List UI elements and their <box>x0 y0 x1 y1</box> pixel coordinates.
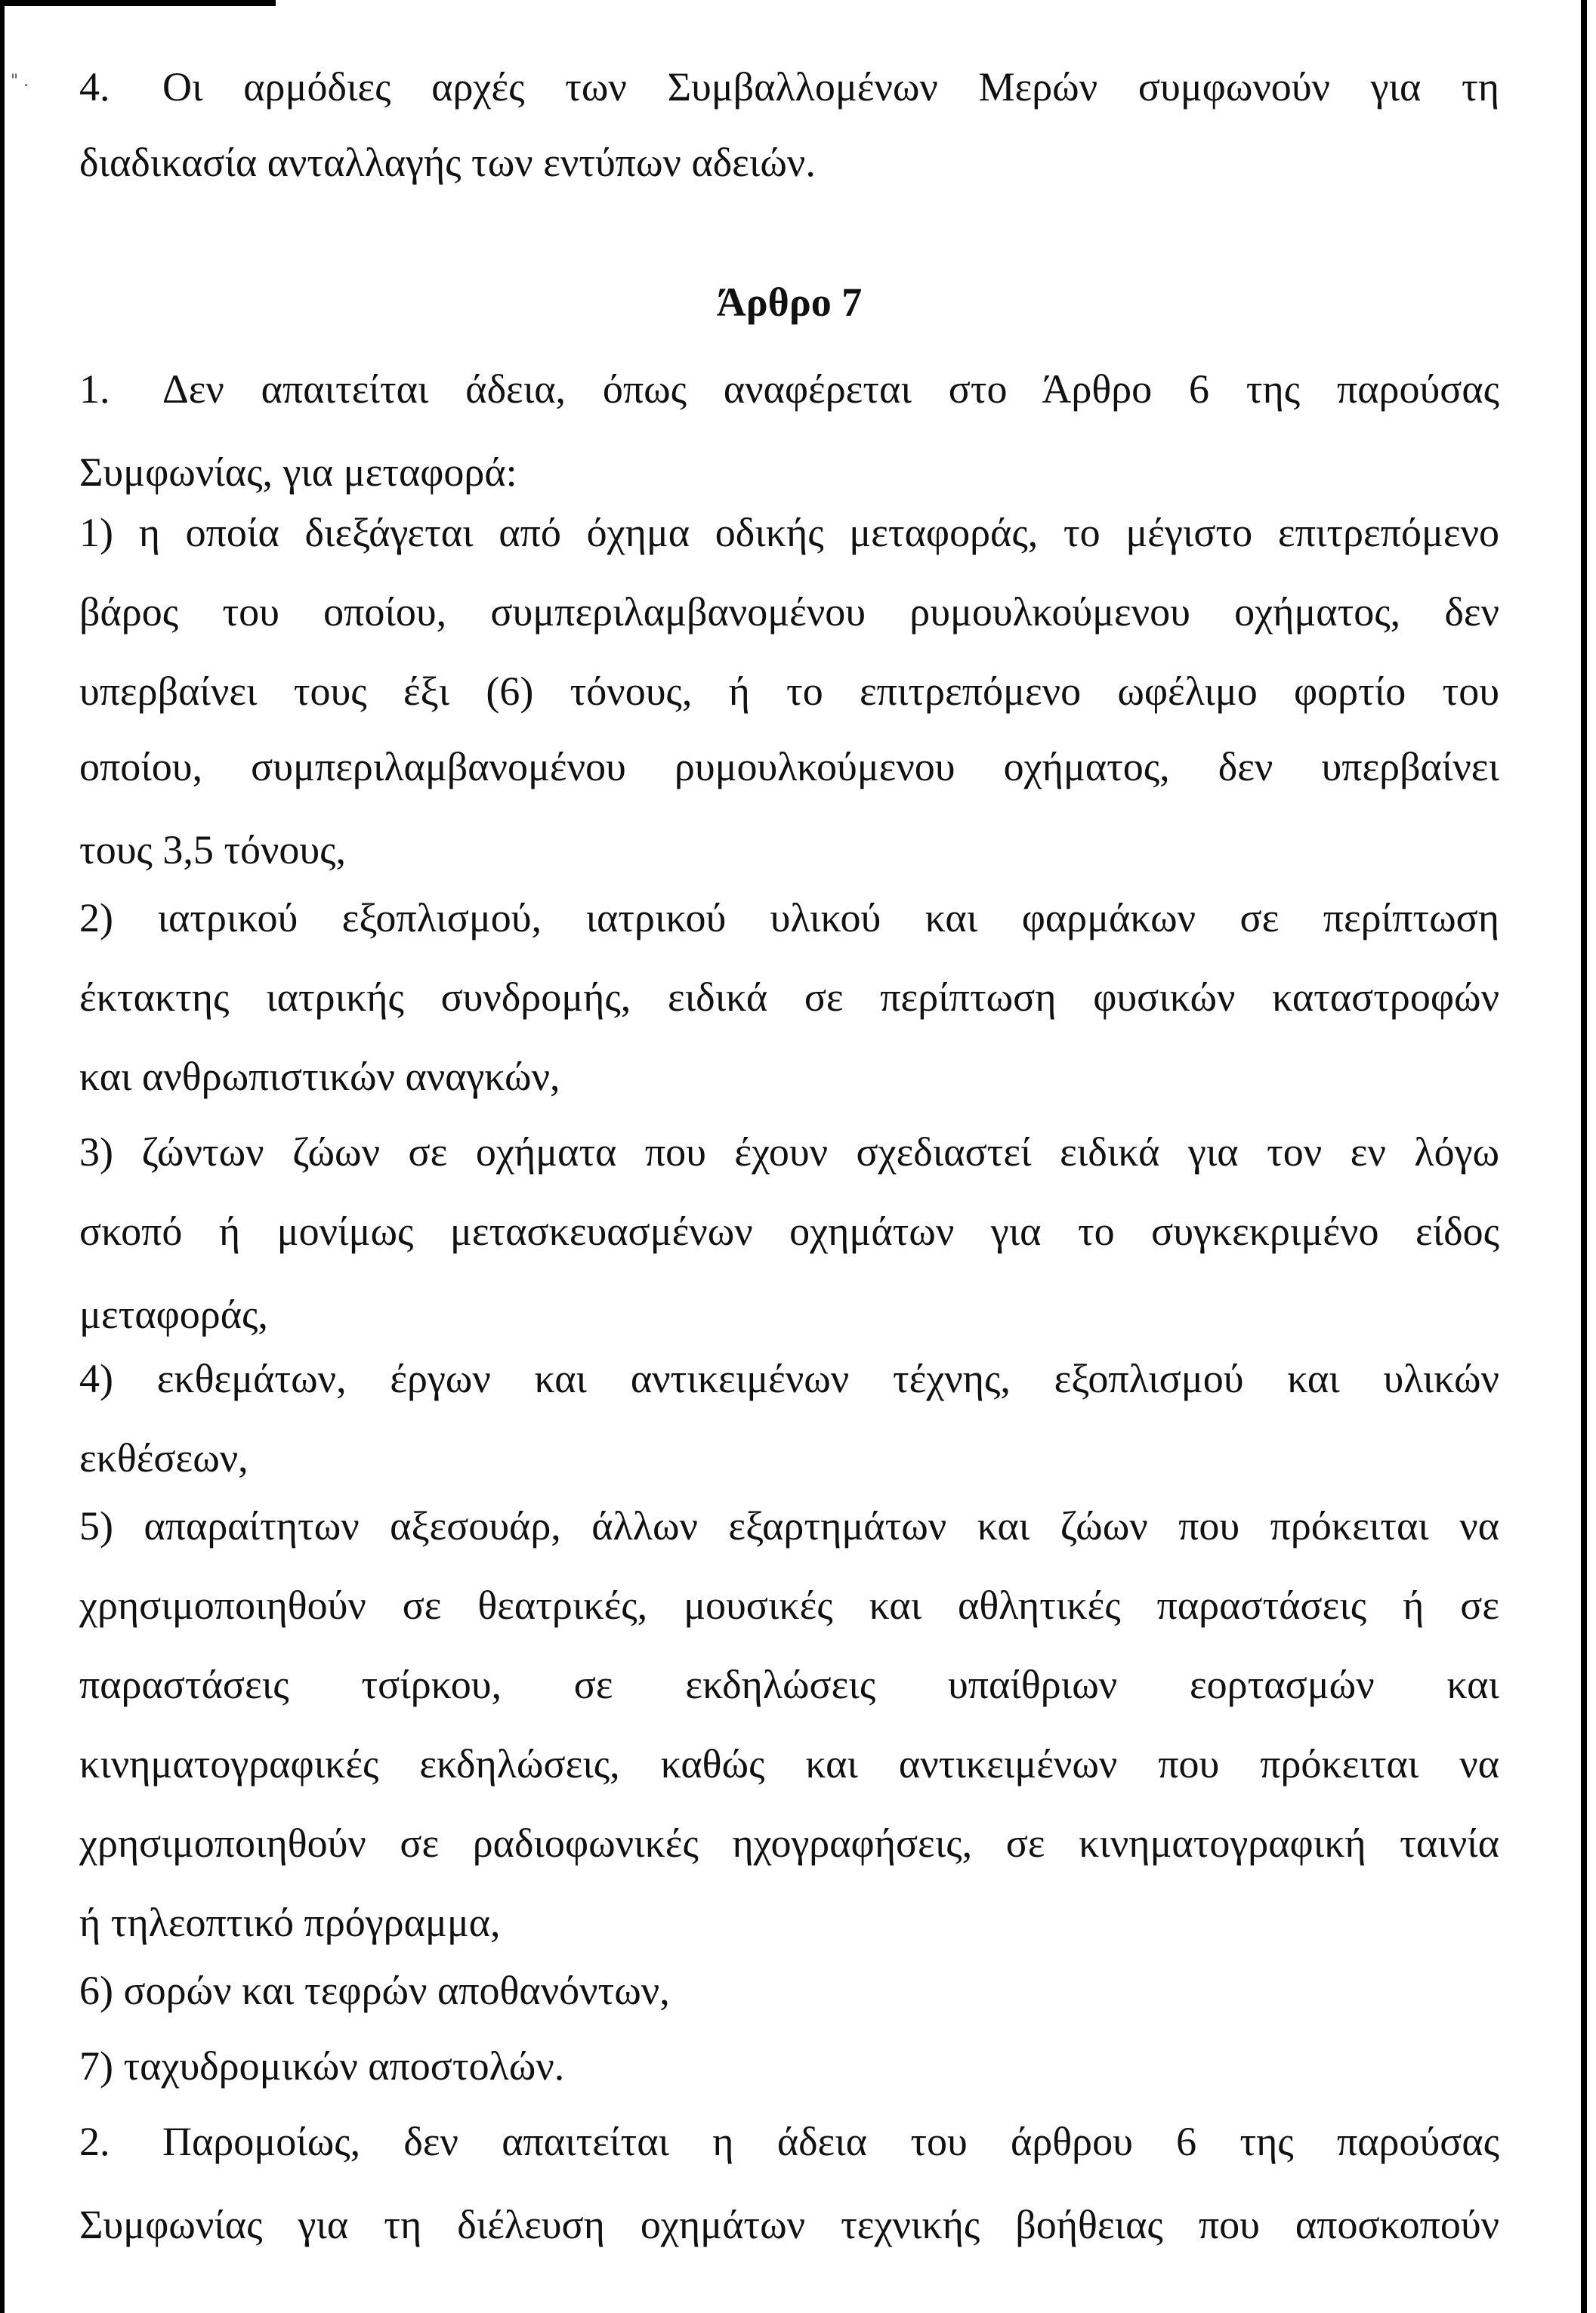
item-2-line-1: 2) ιατρικού εξοπλισμού, ιατρικού υλικού και φαρμάκων σε περίπτωση <box>79 895 1499 940</box>
paragraph-text: Παρομοίως, δεν απαιτείται η άδεια του άρθρου 6 της παρούσας <box>162 2119 1499 2164</box>
item-5-line-2: χρησιμοποιηθούν σε θεατρικές, μουσικές και αθλητικές παραστάσεις ή σε <box>79 1583 1499 1628</box>
scan-border-left <box>0 0 5 2313</box>
item-5-line-4: κινηματογραφικές εκδηλώσεις, καθώς και αντικειμένων που πρόκειται να <box>79 1741 1499 1786</box>
item-1-line-2: βάρος του οποίου, συμπεριλαμβανομένου ρυμουλκούμενου οχήματος, δεν <box>79 589 1499 635</box>
item-4-line-2: εκθέσεων, <box>79 1435 249 1481</box>
item-5-line-3: παραστάσεις τσίρκου, σε εκδηλώσεις υπαίθριων εορτασμών και <box>79 1662 1499 1707</box>
scan-artifact-marks: " . <box>11 72 29 91</box>
item-2-line-2: έκτακτης ιατρικής συνδρομής, ειδικά σε περίπτωση φυσικών καταστροφών <box>79 974 1499 1020</box>
paragraph-2-line-2: Συμφωνίας για τη διέλευση οχημάτων τεχνικής βοήθειας που αποσκοπούν <box>79 2202 1499 2247</box>
item-3-line-1: 3) ζώντων ζώων σε οχήματα που έχουν σχεδιαστεί ειδικά για τον εν λόγω <box>79 1129 1499 1175</box>
item-5-line-5: χρησιμοποιηθούν σε ραδιοφωνικές ηχογραφήσεις, σε κινηματογραφική ταινία <box>79 1820 1499 1866</box>
item-1-line-3: υπερβαίνει τους έξι (6) τόνους, ή το επιτρεπόμενο ωφέλιμο φορτίο του <box>79 669 1499 714</box>
paragraph-1-line-1 <box>79 363 1499 415</box>
item-3-line-3: μεταφοράς, <box>79 1292 268 1337</box>
scan-border-top <box>0 0 276 6</box>
item-6-line-1: 6) σορών και τεφρών αποθανόντων, <box>79 1968 670 2013</box>
paragraph-1-line-2: Συμφωνίας, για μεταφορά: <box>79 449 517 495</box>
paragraph-2-line-1 <box>79 2115 1499 2168</box>
paragraph-4-line-1 <box>79 60 1499 113</box>
item-1-line-4: οποίου, συμπεριλαμβανομένου ρυμουλκούμενου οχήματος, δεν υπερβαίνει <box>79 744 1499 789</box>
paragraph-number: 4. <box>79 64 110 110</box>
item-1-line-5: τους 3,5 τόνους, <box>79 827 347 872</box>
paragraph-number: 1. <box>79 366 110 412</box>
item-3-line-2: σκοπό ή μονίμως μετασκευασμένων οχημάτων για το συγκεκριμένο είδος <box>79 1209 1499 1254</box>
item-1-line-1: 1) η οποία διεξάγεται από όχημα οδικής μεταφοράς, το μέγιστο επιτρεπόμενο <box>79 510 1499 555</box>
article-heading: Άρθρο 7 <box>716 279 863 325</box>
item-7-line-1: 7) ταχυδρομικών αποστολών. <box>79 2043 565 2089</box>
scan-border-right <box>1581 0 1587 2313</box>
paragraph-number: 2. <box>79 2119 110 2164</box>
paragraph-text: Δεν απαιτείται άδεια, όπως αναφέρεται στο Άρθρο 6 της παρούσας <box>162 366 1499 412</box>
paragraph-4-line-2: διαδικασία ανταλλαγής των εντύπων αδειών. <box>79 140 816 185</box>
item-4-line-1: 4) εκθεμάτων, έργων και αντικειμένων τέχνης, εξοπλισμού και υλικών <box>79 1356 1499 1401</box>
item-5-line-6: ή τηλεοπτικό πρόγραμμα, <box>79 1900 501 1945</box>
paragraph-text: Οι αρμόδιες αρχές των Συμβαλλομένων Μερών συμφωνούν για τη <box>162 64 1499 110</box>
item-2-line-3: και ανθρωπιστικών αναγκών, <box>79 1054 560 1099</box>
item-5-line-1: 5) απαραίτητων αξεσουάρ, άλλων εξαρτημάτων και ζώων που πρόκειται να <box>79 1503 1499 1549</box>
